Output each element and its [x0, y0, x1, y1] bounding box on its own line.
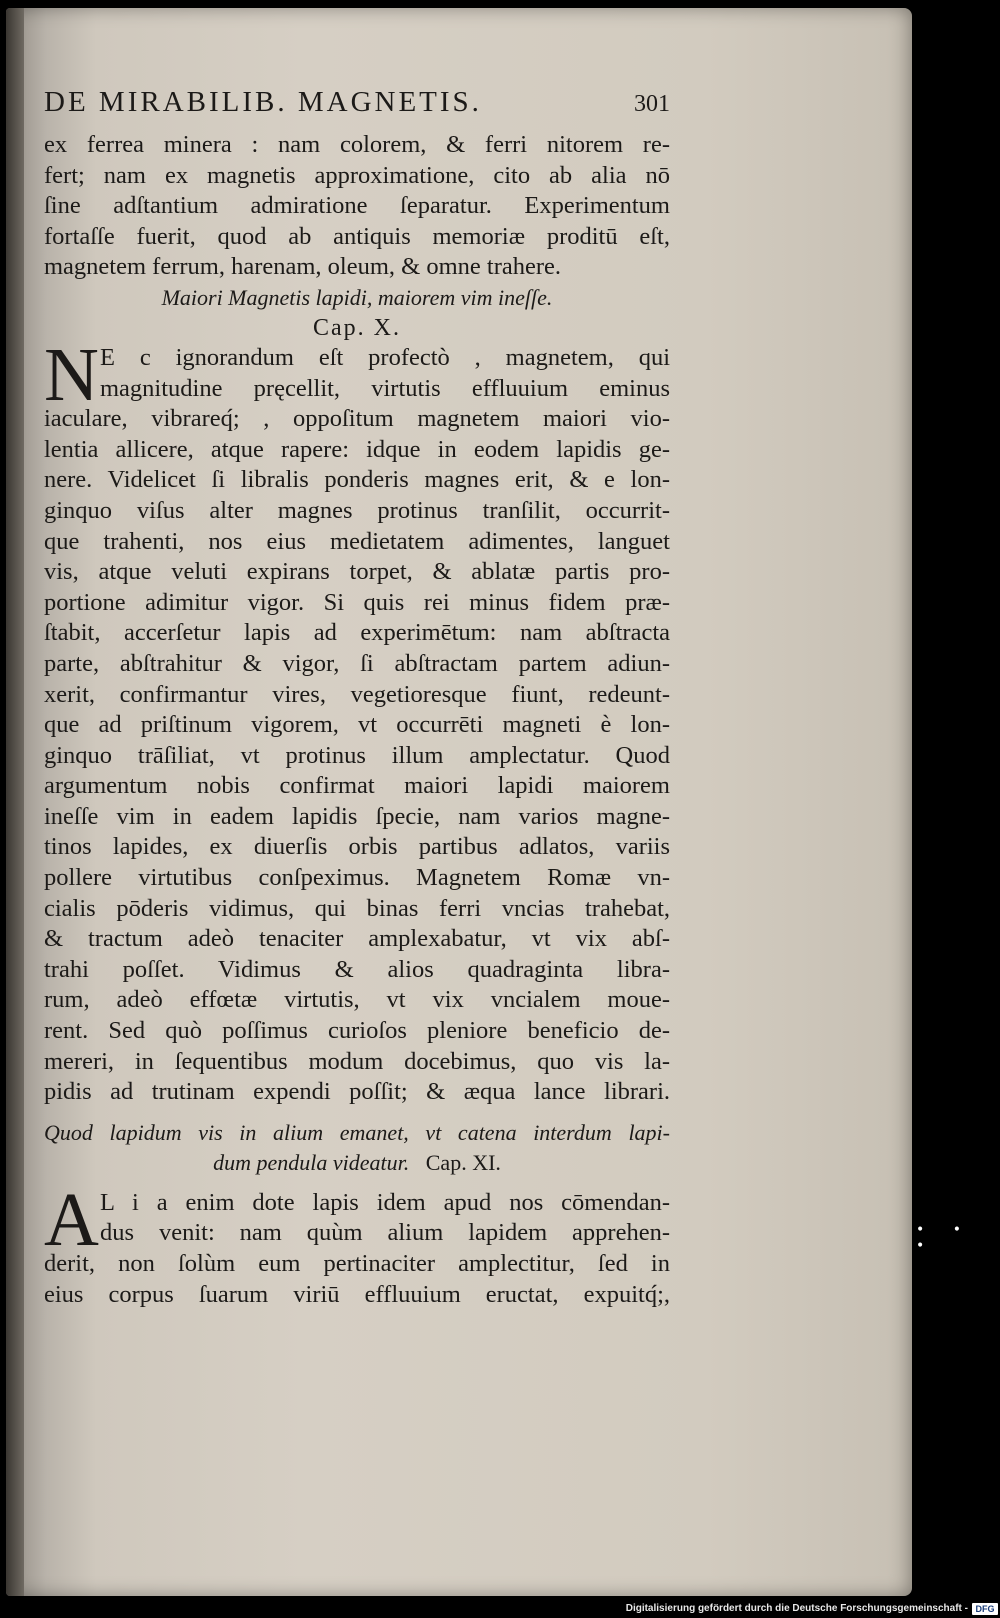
text-line: nere. Videlicet ſi libralis ponderis magnes erit, & e lon-: [44, 466, 670, 494]
text-line: & tractum adeò tenaciter amplexabatur, vt vix abſ-: [44, 925, 670, 953]
dfg-logo: DFG: [972, 1603, 998, 1615]
text-line: lentia allicere, atque rapere: idque in eodem lapidis ge-: [44, 435, 670, 463]
chapter-11-paragraph: [44, 1177, 670, 1310]
text-line: rent. Sed quò poſſimus curioſos pleniore beneficio de-: [44, 1017, 670, 1045]
text-line: L i a enim dote lapis idem apud nos cōmendan-: [100, 1188, 670, 1216]
text-line: pidis ad trutinam expendi poſſit; & æqua lance librari.: [44, 1078, 670, 1106]
text-line: magnetem ferrum, harenam, oleum, & omne trahere.: [44, 253, 562, 281]
digitization-credit: Digitalisierung gefördert durch die Deutsche Forschungsgemeinschaft -: [625, 1603, 968, 1614]
text-line: trahi poſſet. Vidimus & alios quadraginta libra-: [44, 955, 670, 983]
text-line: cialis pōderis vidimus, qui binas ferri vncias trahebat,: [44, 894, 670, 922]
text-line: argumentum nobis confirmat maiori lapidi maiorem: [44, 772, 670, 800]
text-line: mereri, in ſequentibus modum docebimus, quo vis la-: [44, 1047, 670, 1075]
drop-cap: N: [44, 332, 99, 417]
book-page: [6, 8, 912, 1596]
drop-cap: A: [44, 1177, 99, 1262]
text-line: portione adimitur vigor. Si quis rei minus fidem præ-: [44, 588, 670, 616]
text-line: rum, adeò effœtæ virtutis, vt vix vncialem moue-: [44, 986, 670, 1014]
text-line: que ad priſtinum vigorem, vt occurrēti magneti è lon-: [44, 711, 670, 739]
text-line: fortaſſe fuerit, quod ab antiquis memoriæ proditū eſt,: [44, 222, 670, 250]
text-line: E c ignorandum eſt profectò , magnetem, qui: [100, 343, 670, 371]
text-line: vis, atque veluti expirans torpet, & ablatæ partis pro-: [44, 558, 670, 586]
text-line: magnitudine pręcellit, virtutis effluuium eminus: [100, 374, 670, 402]
text-line: ginquo trāſiliat, vt protinus illum amplectatur. Quod: [44, 741, 670, 769]
scan-edge-dots: • • •: [916, 1222, 973, 1254]
opening-paragraph: [44, 130, 670, 283]
text-line: que trahenti, nos eius medietatem adimentes, languet: [44, 527, 670, 555]
running-head-title: DE MIRABILIB. MAGNETIS.: [44, 86, 482, 118]
text-line: ſtabit, accerſetur lapis ad experimētum: nam abſtracta: [44, 619, 670, 647]
running-head: [44, 86, 670, 130]
chapter-11-heading-line1: Quod lapidum vis in alium emanet, vt catena interdum lapi-: [44, 1119, 670, 1145]
text-line: parte, abſtrahitur & vigor, ſi abſtractam partem adiun-: [44, 649, 670, 677]
chapter-10-paragraph: [44, 332, 670, 1108]
chapter-11-label: Cap. XI.: [425, 1149, 501, 1175]
page-text-block: [44, 86, 670, 1310]
page-number: 301: [634, 91, 670, 117]
chapter-10-heading: Maiori Magnetis lapidi, maiorem vim ineſſe.: [161, 284, 553, 310]
text-line: xerit, confirmantur vires, vegetioresque fiunt, redeunt-: [44, 680, 670, 708]
chapter-11-heading-line2: [44, 1148, 670, 1178]
text-line: ineſſe vim in eadem lapidis ſpecie, nam varios magne-: [44, 802, 670, 830]
text-line: ginquo viſus alter magnes protinus tranſilit, occurrit-: [44, 496, 670, 524]
chapter-10-label: Cap. X.: [313, 314, 401, 341]
text-line: iaculare, vibrareq́; , oppoſitum magnetem maiori vio-: [44, 405, 670, 433]
text-line: ſine adſtantium admiratione ſeparatur. Experimentum: [44, 192, 670, 220]
text-line: derit, non ſolùm eum pertinaciter amplectitur, ſed in: [44, 1250, 670, 1277]
text-line: pollere virtutibus conſpeximus. Magnetem Romæ vn-: [44, 864, 670, 892]
text-line: tinos lapides, ex diuerſis orbis partibus adlatos, variis: [44, 833, 670, 861]
text-line: dus venit: nam quùm alium lapidem apprehen-: [100, 1219, 670, 1247]
text-line: eius corpus ſuarum viriū effluuium eructat, expuitq́;,: [44, 1280, 670, 1308]
chapter-11-heading-tail: dum pendula videatur.: [213, 1149, 410, 1175]
text-line: fert; nam ex magnetis approximatione, cito ab alia nō: [44, 161, 670, 189]
text-line: ex ferrea minera : nam colorem, & ferri nitorem re-: [44, 131, 670, 158]
book-spine-shadow: [6, 8, 24, 1596]
